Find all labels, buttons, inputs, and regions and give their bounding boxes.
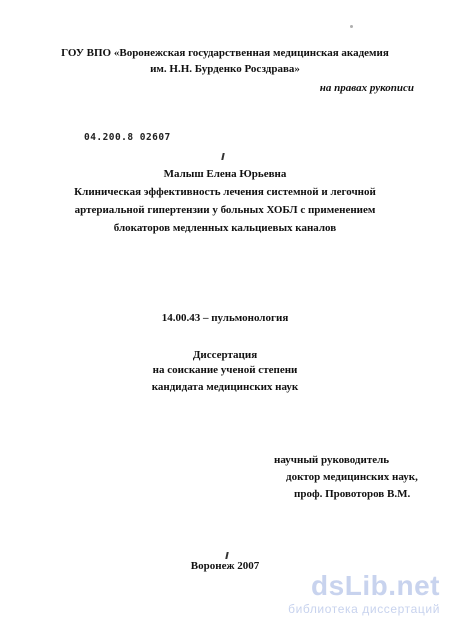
scan-speck [350, 25, 353, 28]
rights-note: на правах рукописи [319, 82, 414, 94]
organization-line-2: им. Н.Н. Бурденко Росздрава» [150, 63, 300, 75]
author-name: Малыш Елена Юрьевна [163, 168, 287, 180]
thesis-title-line-3: блокаторов медленных кальциевых каналов [113, 222, 337, 234]
thesis-title-line-2: артериальной гипертензии у больных ХОБЛ с применением [74, 204, 376, 216]
scan-mark [221, 153, 224, 160]
organization-line-1: ГОУ ВПО «Воронежская государственная медицинская академия [61, 47, 389, 59]
supervisor-line-1: научный руководитель [274, 454, 390, 466]
site-watermark [250, 570, 440, 616]
degree-purpose-line-2: кандидата медицинских наук [151, 381, 299, 393]
watermark-subtitle: библиотека диссертаций [288, 602, 440, 616]
supervisor-line-3: проф. Провоторов В.М. [294, 488, 411, 500]
specialty-code: 14.00.43 – пульмонология [161, 312, 289, 324]
degree-purpose-line-1: на соискание ученой степени [152, 364, 298, 376]
degree-type: Диссертация [192, 349, 258, 361]
watermark-logo: dsLib.net [311, 570, 440, 601]
city-year: Воронеж 2007 [190, 560, 260, 572]
thesis-title-line-1: Клиническая эффективность лечения системной и легочной [74, 186, 376, 198]
supervisor-line-2: доктор медицинских наук, [286, 471, 418, 483]
library-stamp: 04.200.8 02607 [84, 132, 171, 143]
scan-mark-bottom [225, 552, 228, 559]
